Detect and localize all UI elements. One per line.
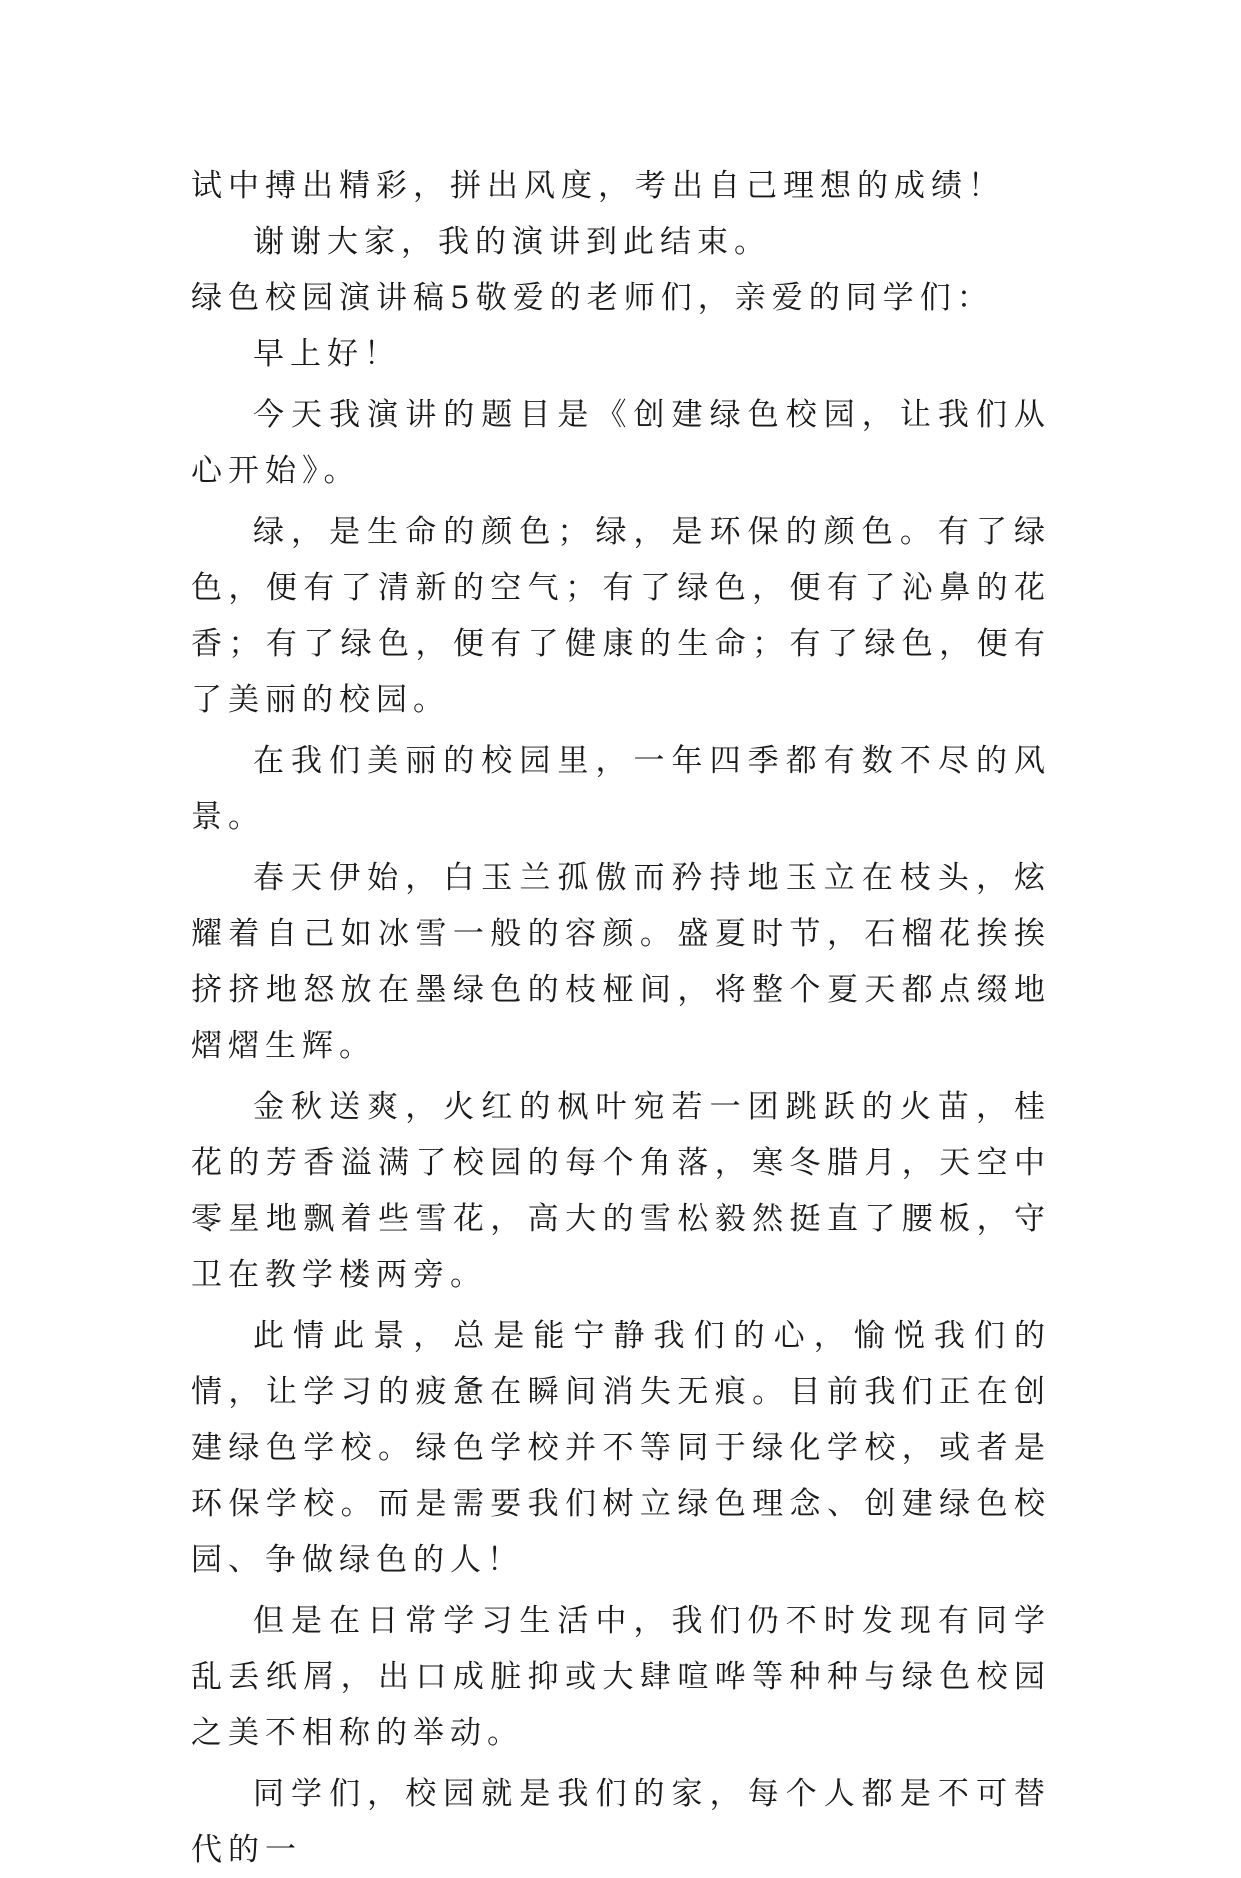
paragraph-topic: 今天我演讲的题目是《创建绿色校园，让我们从心开始》。 [191, 397, 1051, 489]
paragraph-speech-title: 绿色校园演讲稿5敬爱的老师们，亲爱的同学们： [191, 280, 994, 316]
paragraph-campus-scenery: 在我们美丽的校园里，一年四季都有数不尽的风景。 [191, 743, 1051, 835]
paragraph-autumn-winter: 金秋送爽，火红的枫叶宛若一团跳跃的火苗，桂花的芳香溢满了校园的每个角落，寒冬腊月，天空中零星地飘着些雪花，高大的雪松毅然挺直了腰板，守卫在教学楼两旁。 [191, 1089, 1051, 1293]
paragraph-campus-home: 同学们，校园就是我们的家，每个人都是不可替代的一 [191, 1776, 1051, 1868]
document-body [191, 158, 1051, 1878]
paragraph-closing-line: 试中搏出精彩，拼出风度，考出自己理想的成绩！ [191, 168, 1005, 204]
paragraph-thanks: 谢谢大家，我的演讲到此结束。 [253, 224, 771, 260]
paragraph-spring-summer: 春天伊始，白玉兰孤傲而矜持地玉立在枝头，炫耀着自己如冰雪一般的容颜。盛夏时节，石榴花挨挨挤挤地怒放在墨绿色的枝桠间，将整个夏天都点缀地熠熠生辉。 [191, 860, 1051, 1064]
paragraph-bad-behavior: 但是在日常学习生活中，我们仍不时发现有同学乱丢纸屑，出口成脏抑或大肆喧哗等种种与绿色校园之美不相称的举动。 [191, 1603, 1051, 1751]
paragraph-green-life: 绿，是生命的颜色；绿，是环保的颜色。有了绿色，便有了清新的空气；有了绿色，便有了沁鼻的花香；有了绿色，便有了健康的生命；有了绿色，便有了美丽的校园。 [191, 514, 1051, 718]
paragraph-green-school: 此情此景，总是能宁静我们的心，愉悦我们的情，让学习的疲惫在瞬间消失无痕。目前我们正在创建绿色学校。绿色学校并不等同于绿化学校，或者是环保学校。而是需要我们树立绿色理念、创建绿色校园、争做绿色的人！ [191, 1318, 1051, 1578]
paragraph-greeting: 早上好！ [253, 336, 401, 372]
